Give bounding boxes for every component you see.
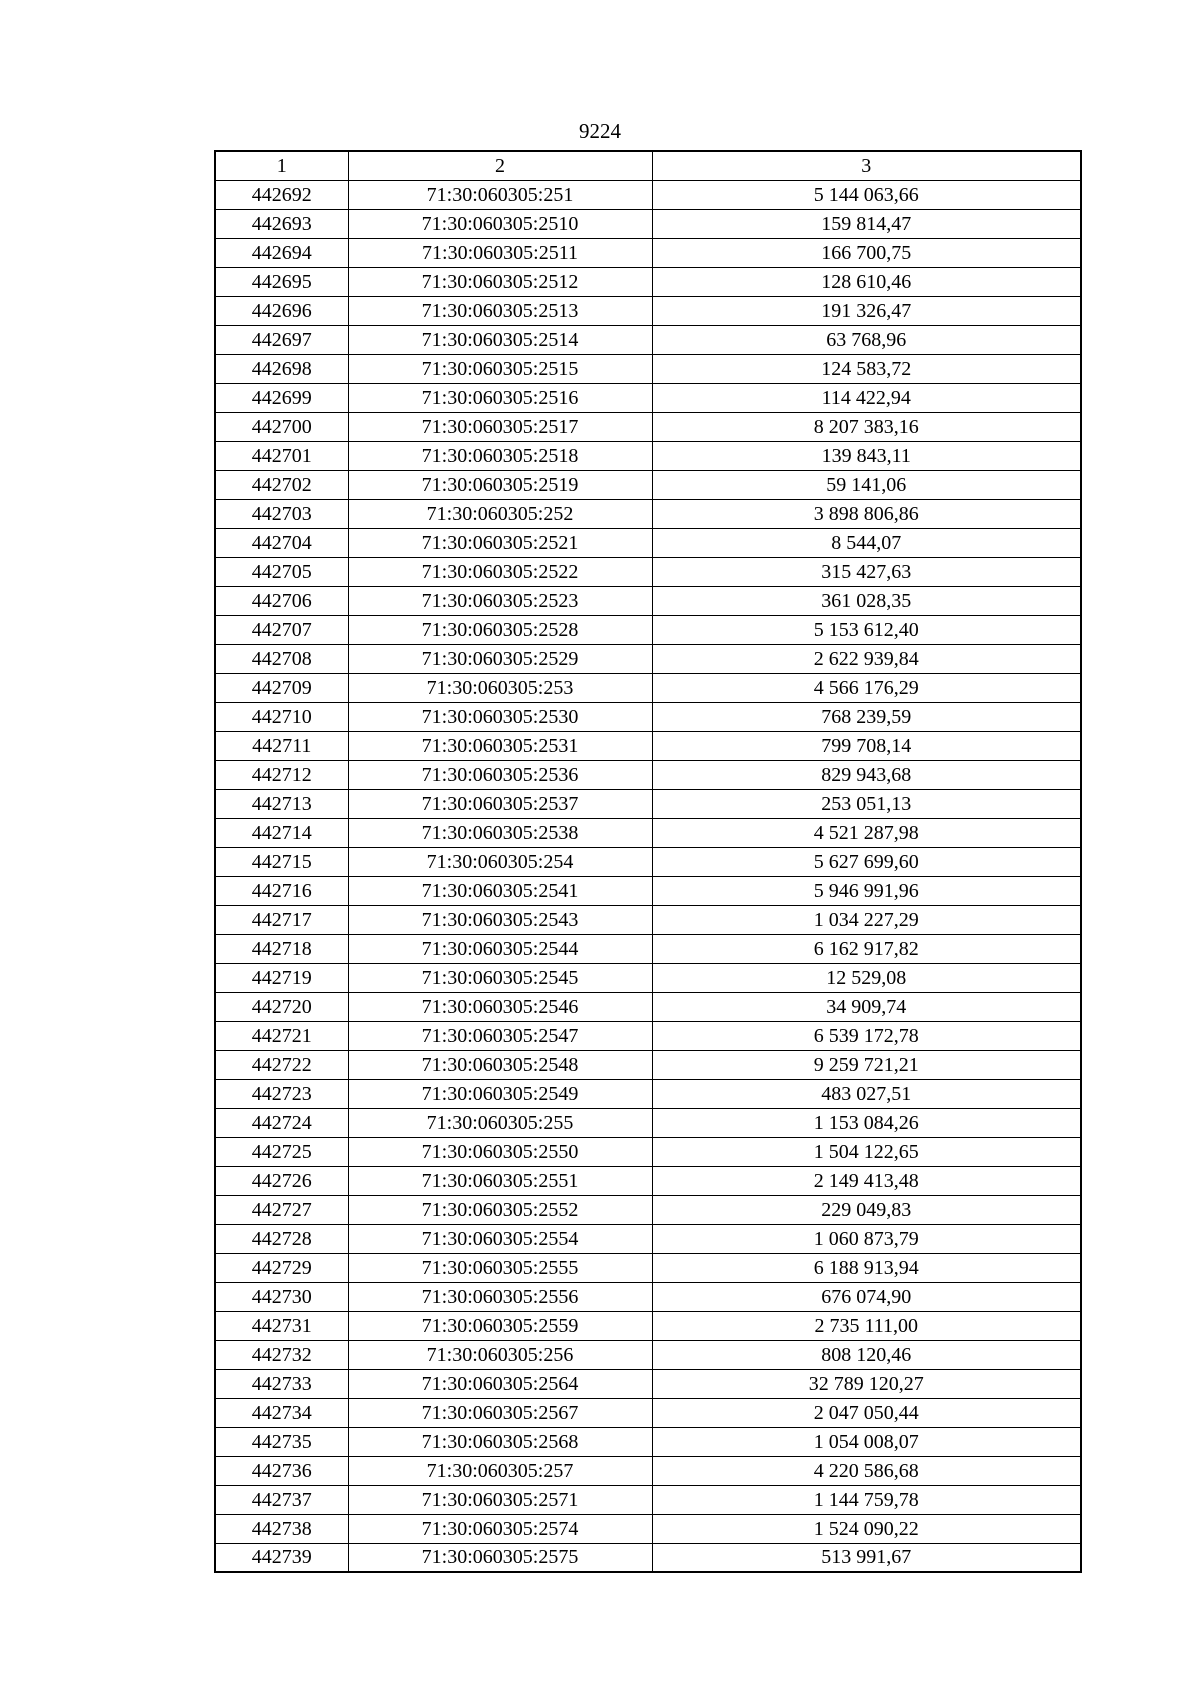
table-row (215, 615, 1081, 644)
row-number-cell: 442720 (215, 992, 348, 1021)
cadastral-number-cell: 71:30:060305:2536 (348, 760, 652, 789)
cadastral-value-cell: 2 622 939,84 (652, 644, 1081, 673)
row-number-cell: 442714 (215, 818, 348, 847)
table-row (215, 1224, 1081, 1253)
cadastral-number-cell: 71:30:060305:2543 (348, 905, 652, 934)
row-number-cell: 442704 (215, 528, 348, 557)
table-row (215, 499, 1081, 528)
cadastral-value-cell: 2 149 413,48 (652, 1166, 1081, 1195)
table-row (215, 673, 1081, 702)
cadastral-number-cell: 71:30:060305:2530 (348, 702, 652, 731)
table-row (215, 1514, 1081, 1543)
row-number-cell: 442717 (215, 905, 348, 934)
cadastral-value-cell: 34 909,74 (652, 992, 1081, 1021)
table-row (215, 731, 1081, 760)
cadastral-value-cell: 128 610,46 (652, 267, 1081, 296)
row-number-cell: 442711 (215, 731, 348, 760)
table-row (215, 1050, 1081, 1079)
cadastral-number-cell: 71:30:060305:2574 (348, 1514, 652, 1543)
cadastral-number-cell: 71:30:060305:2516 (348, 383, 652, 412)
row-number-cell: 442728 (215, 1224, 348, 1253)
row-number-cell: 442722 (215, 1050, 348, 1079)
table-row (215, 644, 1081, 673)
row-number-cell: 442727 (215, 1195, 348, 1224)
cadastral-value-cell: 2 047 050,44 (652, 1398, 1081, 1427)
row-number-cell: 442718 (215, 934, 348, 963)
cadastral-value-cell: 513 991,67 (652, 1543, 1081, 1572)
cadastral-value-cell: 159 814,47 (652, 209, 1081, 238)
row-number-cell: 442693 (215, 209, 348, 238)
row-number-cell: 442712 (215, 760, 348, 789)
table-row (215, 876, 1081, 905)
table-row (215, 1543, 1081, 1572)
cadastral-number-cell: 71:30:060305:2571 (348, 1485, 652, 1514)
cadastral-value-cell: 1 060 873,79 (652, 1224, 1081, 1253)
row-number-cell: 442702 (215, 470, 348, 499)
table-row (215, 1311, 1081, 1340)
cadastral-value-cell: 1 054 008,07 (652, 1427, 1081, 1456)
table-row (215, 528, 1081, 557)
cadastral-number-cell: 71:30:060305:2510 (348, 209, 652, 238)
row-number-cell: 442705 (215, 557, 348, 586)
cadastral-number-cell: 71:30:060305:257 (348, 1456, 652, 1485)
cadastral-value-cell: 2 735 111,00 (652, 1311, 1081, 1340)
table-row (215, 1166, 1081, 1195)
cadastral-number-cell: 71:30:060305:2551 (348, 1166, 652, 1195)
cadastral-value-cell: 1 034 227,29 (652, 905, 1081, 934)
row-number-cell: 442700 (215, 412, 348, 441)
row-number-cell: 442708 (215, 644, 348, 673)
column-header-2: 2 (348, 151, 652, 180)
table-row (215, 1427, 1081, 1456)
cadastral-value-cell: 191 326,47 (652, 296, 1081, 325)
table-row (215, 789, 1081, 818)
row-number-cell: 442737 (215, 1485, 348, 1514)
table-row (215, 1195, 1081, 1224)
table-row (215, 1456, 1081, 1485)
row-number-cell: 442734 (215, 1398, 348, 1427)
cadastral-number-cell: 71:30:060305:2537 (348, 789, 652, 818)
row-number-cell: 442723 (215, 1079, 348, 1108)
cadastral-number-cell: 71:30:060305:2547 (348, 1021, 652, 1050)
cadastral-number-cell: 71:30:060305:2546 (348, 992, 652, 1021)
row-number-cell: 442694 (215, 238, 348, 267)
cadastral-value-cell: 676 074,90 (652, 1282, 1081, 1311)
cadastral-number-cell: 71:30:060305:2514 (348, 325, 652, 354)
row-number-cell: 442697 (215, 325, 348, 354)
row-number-cell: 442692 (215, 180, 348, 209)
cadastral-number-cell: 71:30:060305:2522 (348, 557, 652, 586)
table-row (215, 934, 1081, 963)
cadastral-value-table (214, 150, 1082, 1573)
table-row (215, 470, 1081, 499)
cadastral-number-cell: 71:30:060305:2549 (348, 1079, 652, 1108)
table-row (215, 1398, 1081, 1427)
table-row (215, 238, 1081, 267)
cadastral-number-cell: 71:30:060305:2538 (348, 818, 652, 847)
table-row (215, 818, 1081, 847)
cadastral-value-cell: 4 521 287,98 (652, 818, 1081, 847)
cadastral-number-cell: 71:30:060305:2555 (348, 1253, 652, 1282)
cadastral-number-cell: 71:30:060305:2541 (348, 876, 652, 905)
column-header-3: 3 (652, 151, 1081, 180)
cadastral-value-cell: 5 627 699,60 (652, 847, 1081, 876)
table-row (215, 1108, 1081, 1137)
cadastral-value-cell: 3 898 806,86 (652, 499, 1081, 528)
cadastral-value-cell: 9 259 721,21 (652, 1050, 1081, 1079)
cadastral-value-cell: 139 843,11 (652, 441, 1081, 470)
row-number-cell: 442739 (215, 1543, 348, 1572)
cadastral-number-cell: 71:30:060305:2564 (348, 1369, 652, 1398)
table-row (215, 354, 1081, 383)
row-number-cell: 442707 (215, 615, 348, 644)
cadastral-number-cell: 71:30:060305:2518 (348, 441, 652, 470)
cadastral-value-cell: 12 529,08 (652, 963, 1081, 992)
row-number-cell: 442716 (215, 876, 348, 905)
table-row (215, 963, 1081, 992)
row-number-cell: 442735 (215, 1427, 348, 1456)
table-row (215, 586, 1081, 615)
cadastral-value-cell: 59 141,06 (652, 470, 1081, 499)
table-row (215, 441, 1081, 470)
cadastral-value-cell: 808 120,46 (652, 1340, 1081, 1369)
cadastral-number-cell: 71:30:060305:2513 (348, 296, 652, 325)
cadastral-value-cell: 315 427,63 (652, 557, 1081, 586)
cadastral-value-cell: 6 539 172,78 (652, 1021, 1081, 1050)
cadastral-number-cell: 71:30:060305:2554 (348, 1224, 652, 1253)
row-number-cell: 442710 (215, 702, 348, 731)
row-number-cell: 442731 (215, 1311, 348, 1340)
row-number-cell: 442738 (215, 1514, 348, 1543)
cadastral-value-cell: 1 144 759,78 (652, 1485, 1081, 1514)
table-row (215, 1079, 1081, 1108)
row-number-cell: 442733 (215, 1369, 348, 1398)
cadastral-number-cell: 71:30:060305:2545 (348, 963, 652, 992)
cadastral-number-cell: 71:30:060305:255 (348, 1108, 652, 1137)
cadastral-number-cell: 71:30:060305:2544 (348, 934, 652, 963)
cadastral-value-cell: 166 700,75 (652, 238, 1081, 267)
cadastral-number-cell: 71:30:060305:2511 (348, 238, 652, 267)
cadastral-number-cell: 71:30:060305:2531 (348, 731, 652, 760)
cadastral-value-cell: 63 768,96 (652, 325, 1081, 354)
cadastral-number-cell: 71:30:060305:2556 (348, 1282, 652, 1311)
row-number-cell: 442706 (215, 586, 348, 615)
cadastral-value-cell: 5 946 991,96 (652, 876, 1081, 905)
cadastral-number-cell: 71:30:060305:2548 (348, 1050, 652, 1079)
cadastral-value-cell: 799 708,14 (652, 731, 1081, 760)
table-row (215, 325, 1081, 354)
cadastral-number-cell: 71:30:060305:2575 (348, 1543, 652, 1572)
table-row (215, 209, 1081, 238)
table-row (215, 296, 1081, 325)
table-row (215, 1485, 1081, 1514)
cadastral-value-cell: 1 524 090,22 (652, 1514, 1081, 1543)
table-row (215, 1253, 1081, 1282)
row-number-cell: 442726 (215, 1166, 348, 1195)
table-row (215, 1282, 1081, 1311)
row-number-cell: 442709 (215, 673, 348, 702)
header-row (215, 151, 1081, 180)
row-number-cell: 442701 (215, 441, 348, 470)
table-row (215, 412, 1081, 441)
cadastral-number-cell: 71:30:060305:2528 (348, 615, 652, 644)
row-number-cell: 442721 (215, 1021, 348, 1050)
cadastral-number-cell: 71:30:060305:2559 (348, 1311, 652, 1340)
cadastral-number-cell: 71:30:060305:2521 (348, 528, 652, 557)
table-row (215, 1340, 1081, 1369)
row-number-cell: 442715 (215, 847, 348, 876)
cadastral-number-cell: 71:30:060305:256 (348, 1340, 652, 1369)
cadastral-number-cell: 71:30:060305:2515 (348, 354, 652, 383)
column-header-1: 1 (215, 151, 348, 180)
row-number-cell: 442736 (215, 1456, 348, 1485)
cadastral-number-cell: 71:30:060305:251 (348, 180, 652, 209)
row-number-cell: 442732 (215, 1340, 348, 1369)
cadastral-number-cell: 71:30:060305:2512 (348, 267, 652, 296)
table-body (215, 180, 1081, 1572)
row-number-cell: 442729 (215, 1253, 348, 1282)
table-row (215, 1137, 1081, 1166)
table-row (215, 267, 1081, 296)
page-number: 9224 (579, 119, 621, 143)
row-number-cell: 442699 (215, 383, 348, 412)
cadastral-number-cell: 71:30:060305:2519 (348, 470, 652, 499)
table-row (215, 1369, 1081, 1398)
cadastral-number-cell: 71:30:060305:2550 (348, 1137, 652, 1166)
cadastral-number-cell: 71:30:060305:254 (348, 847, 652, 876)
table-row (215, 905, 1081, 934)
table-row (215, 557, 1081, 586)
table-row (215, 702, 1081, 731)
table-row (215, 847, 1081, 876)
cadastral-value-cell: 4 566 176,29 (652, 673, 1081, 702)
cadastral-value-cell: 1 153 084,26 (652, 1108, 1081, 1137)
row-number-cell: 442730 (215, 1282, 348, 1311)
cadastral-value-cell: 6 162 917,82 (652, 934, 1081, 963)
cadastral-value-cell: 229 049,83 (652, 1195, 1081, 1224)
cadastral-value-cell: 483 027,51 (652, 1079, 1081, 1108)
cadastral-value-cell: 253 051,13 (652, 789, 1081, 818)
cadastral-number-cell: 71:30:060305:253 (348, 673, 652, 702)
cadastral-value-cell: 5 144 063,66 (652, 180, 1081, 209)
cadastral-value-cell: 8 207 383,16 (652, 412, 1081, 441)
cadastral-number-cell: 71:30:060305:2517 (348, 412, 652, 441)
cadastral-number-cell: 71:30:060305:2567 (348, 1398, 652, 1427)
table-row (215, 992, 1081, 1021)
table-row (215, 1021, 1081, 1050)
cadastral-value-cell: 1 504 122,65 (652, 1137, 1081, 1166)
row-number-cell: 442703 (215, 499, 348, 528)
cadastral-value-cell: 768 239,59 (652, 702, 1081, 731)
table-header (215, 151, 1081, 180)
cadastral-value-cell: 5 153 612,40 (652, 615, 1081, 644)
cadastral-number-cell: 71:30:060305:2568 (348, 1427, 652, 1456)
cadastral-number-cell: 71:30:060305:252 (348, 499, 652, 528)
cadastral-value-cell: 361 028,35 (652, 586, 1081, 615)
cadastral-number-cell: 71:30:060305:2529 (348, 644, 652, 673)
cadastral-value-cell: 6 188 913,94 (652, 1253, 1081, 1282)
cadastral-number-cell: 71:30:060305:2523 (348, 586, 652, 615)
table-row (215, 383, 1081, 412)
cadastral-value-cell: 124 583,72 (652, 354, 1081, 383)
cadastral-value-cell: 4 220 586,68 (652, 1456, 1081, 1485)
cadastral-value-cell: 829 943,68 (652, 760, 1081, 789)
cadastral-number-cell: 71:30:060305:2552 (348, 1195, 652, 1224)
row-number-cell: 442698 (215, 354, 348, 383)
cadastral-value-cell: 114 422,94 (652, 383, 1081, 412)
row-number-cell: 442695 (215, 267, 348, 296)
row-number-cell: 442725 (215, 1137, 348, 1166)
row-number-cell: 442724 (215, 1108, 348, 1137)
row-number-cell: 442713 (215, 789, 348, 818)
row-number-cell: 442719 (215, 963, 348, 992)
row-number-cell: 442696 (215, 296, 348, 325)
table-row (215, 760, 1081, 789)
cadastral-value-cell: 8 544,07 (652, 528, 1081, 557)
table-row (215, 180, 1081, 209)
cadastral-value-cell: 32 789 120,27 (652, 1369, 1081, 1398)
